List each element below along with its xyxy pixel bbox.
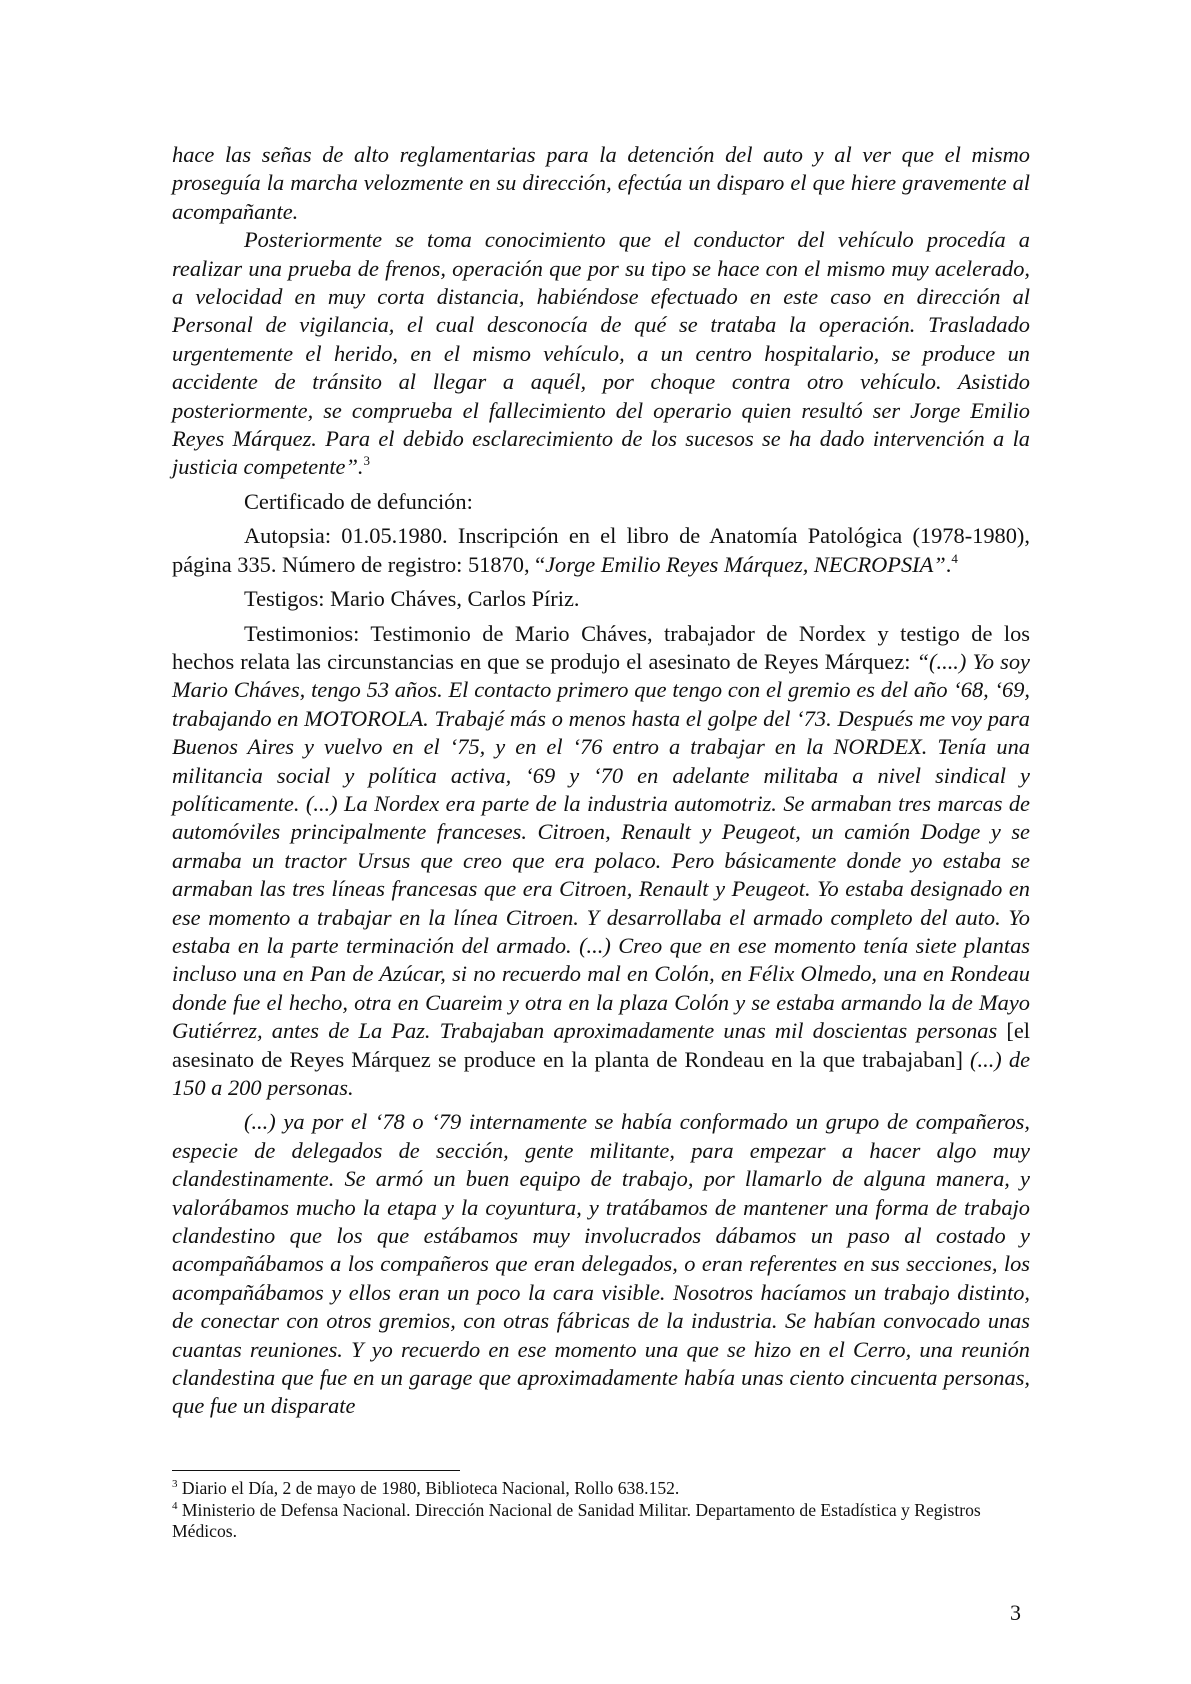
paragraph-vigilance-shooting: hace las señas de alto reglamentarias para la detención del auto y al ver que el mismo proseguía la marcha velozmente en su dirección, efectúa un disparo el que hiere gravemente al acompañante. bbox=[172, 142, 1030, 224]
paragraph-brake-test bbox=[172, 226, 1030, 482]
footnote-ref-4: 4 bbox=[951, 550, 958, 566]
paragraph-testimony-continued: (...) ya por el ‘78 o ‘79 internamente se había conformado un grupo de compañeros, especie de delegados de sección, gente militante, para empezar a hacer algo muy clandestinamente. Se armó un buen equipo de trabajo, por llamarlo de alguna manera, y valorábamos mucho la etapa y la coyuntura, y tratábamos de mantener una forma de trabajo clandestino que los que estábamos muy involucrados dábamos un paso al costado y acompañábamos a los compañeros que eran delegados, o eran referentes en sus secciones, los acompañábamos y ellos eran un poco la cara visible. Nosotros hacíamos un trabajo distinto, de conectar con otros gremios, con otras fábricas de la industria. Se habían convocado unas cuantas reuniones. Y yo recuerdo en ese momento una que se hizo en el Cerro, una reunión clandestina que fue en un garage que aproximadamente había unas ciento cincuenta personas, que fue un disparate bbox=[172, 1109, 1030, 1419]
footnote-4 bbox=[172, 1500, 1030, 1543]
page-body bbox=[172, 141, 1030, 1421]
page-number: 3 bbox=[1010, 1600, 1021, 1625]
paragraph-witnesses: Testigos: Mario Cháves, Carlos Píriz. bbox=[244, 586, 580, 612]
footnotes bbox=[172, 1478, 1030, 1543]
testimony-bracket-note: [el asesinato de Reyes Márquez se produce en la planta de Rondeau en la que trabajaban] bbox=[172, 1018, 1030, 1072]
footnote-3 bbox=[172, 1478, 1030, 1500]
paragraph-brake-test-text: Posteriormente se toma conocimiento que el conductor del vehículo procedía a realizar una prueba de frenos, operación que por su tipo se hace con el mismo muy acelerado, a velocidad en muy corta distancia, habiéndose efectuado en este caso en dirección al Personal de vigilancia, el cual desconocía de qué se trataba la operación. Trasladado urgentemente el herido, en el mismo vehículo, a un centro hospitalario, se produce un accidente de tránsito al llegar a aquél, por choque contra otro vehículo. Asistido posteriormente, se comprueba el fallecimiento del operario quien resultó ser Jorge Emilio Reyes Márquez. Para el debido esclarecimiento de los sucesos se ha dado intervención a la justicia competente”. bbox=[172, 227, 1030, 480]
testimony-intro: Testimonios: Testimonio de Mario Cháves, trabajador de Nordex y testigo de los hechos relata las circunstancias en que se produjo el asesinato de Reyes Márquez: bbox=[172, 620, 1030, 674]
paragraph-testimony bbox=[172, 620, 1030, 1103]
footnote-3-number: 3 bbox=[172, 1478, 178, 1490]
footnote-separator bbox=[172, 1470, 460, 1471]
autopsy-quote: Jorge Emilio Reyes Márquez, NECROPSIA” bbox=[545, 551, 946, 577]
paragraph-death-certificate: Certificado de defunción: bbox=[244, 488, 473, 514]
testimony-quote-end: (...) de 150 a 200 personas. bbox=[172, 1046, 1031, 1100]
footnote-4-number: 4 bbox=[172, 1499, 178, 1512]
autopsy-text: Autopsia: 01.05.1980. Inscripción en el libro de Anatomía Patológica (1978-1980), página 335. Número de registro: 51870, “ bbox=[172, 523, 1030, 577]
autopsy-period: . bbox=[945, 551, 952, 577]
paragraph-autopsy bbox=[172, 522, 1030, 579]
footnote-3-text: Diario el Día, 2 de mayo de 1980, Biblioteca Nacional, Rollo 638.152. bbox=[181, 1478, 680, 1498]
footnote-ref-3: 3 bbox=[363, 453, 371, 469]
footnote-4-text: Ministerio de Defensa Nacional. Dirección Nacional de Sanidad Militar. Departamento de Estadística y Registros Médicos. bbox=[172, 1499, 981, 1541]
testimony-quote: “(....) Yo soy Mario Cháves, tengo 53 años. El contacto primero que tengo con el gremio es del año ‘68, ‘69, trabajando en MOTOROLA. Trabajé más o menos hasta el golpe del ‘73. Después me voy para Buenos Aires y vuelvo en el ‘75, y en el ‘76 entro a trabajar en la NORDEX. Tenía una militancia social y política activa, ‘69 y ‘70 en adelante militaba a nivel sindical y políticamente. (...) La Nordex era parte de la industria automotriz. Se armaban tres marcas de automóviles principalmente franceses. Citroen, Renault y Peugeot, un camión Dodge y se armaba un tractor Ursus que creo que era polaco. Pero básicamente donde yo estaba se armaban las tres líneas francesas que era Citroen, Renault y Peugeot. Yo estaba designado en ese momento a trabajar en la línea Citroen. Y desarrollaba el armado completo del auto. Yo estaba en la parte terminación del armado. (...) Creo que en ese momento tenía siete plantas incluso una en Pan de Azúcar, si no recuerdo mal en Colón, en Félix Olmedo, una en Rondeau donde fue el hecho, otra en Cuareim y otra en la plaza Colón y se estaba armando la de Mayo Gutiérrez, antes de La Paz. Trabajaban aproximadamente unas mil doscientas personas bbox=[172, 648, 1030, 1044]
